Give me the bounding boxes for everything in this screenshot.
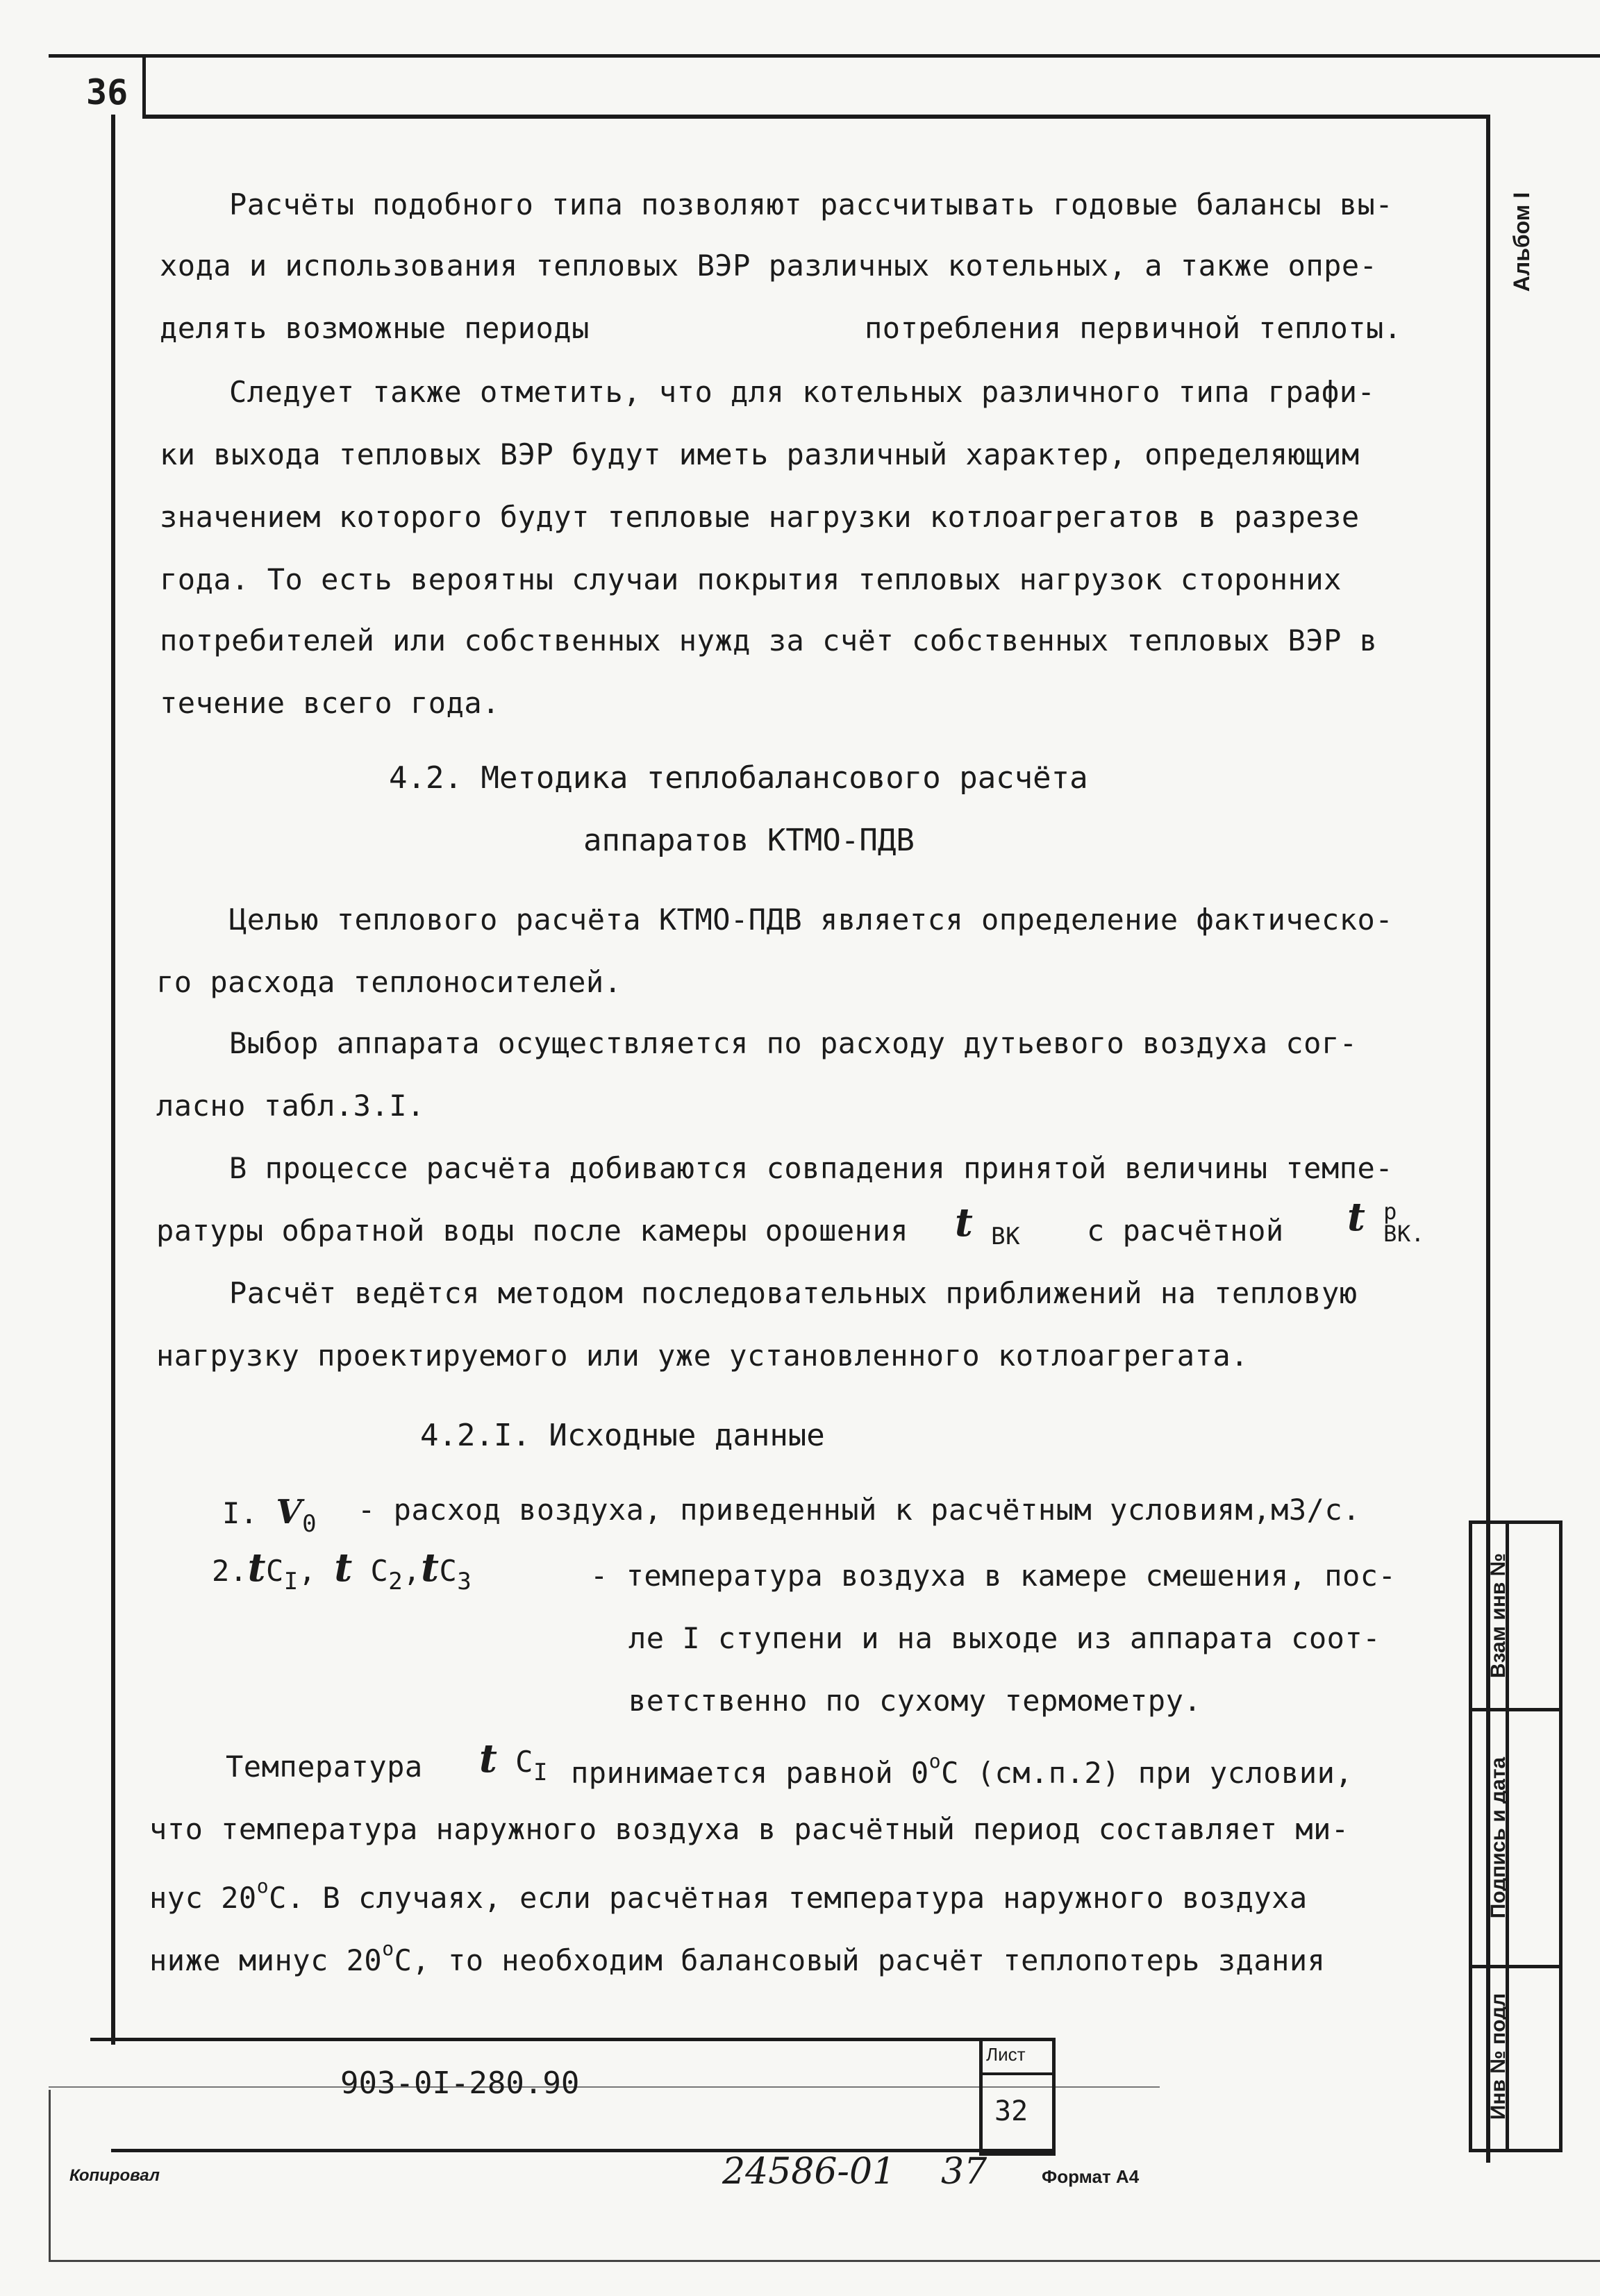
title-block-top (90, 2038, 1052, 2041)
paragraph-line: ки выхода тепловых ВЭР будут иметь различный характер, определяющим (160, 437, 1360, 471)
formula-t-bk-p: t р ВК. (1347, 1194, 1425, 1247)
temp-start: Температура (226, 1750, 423, 1784)
paragraph-line: года. То есть вероятны случаи покрытия тепловых нагрузок сторонних (160, 562, 1342, 596)
item1-text: - расход воздуха, приведенный к расчётным условиям,м3/с. (358, 1493, 1361, 1527)
frame-top (142, 115, 1490, 119)
paragraph-line: потребления первичной теплоты. (865, 311, 1402, 345)
temp-line: ниже минус 20$^o$С, то необходим балансовый расчёт теплопотерь здания (149, 1937, 1326, 1977)
document-code: 903-0I-280.90 (340, 2065, 580, 2101)
side-stamp (1469, 1520, 1562, 2152)
sheet-page-number: 37 (941, 2151, 988, 2193)
item2-line: ветственно по сухому термометру. (628, 1684, 1202, 1718)
paragraph-line: течение всего года. (160, 686, 500, 720)
body-line: го расхода теплоносителей. (156, 965, 622, 999)
sheet-cell-divider (979, 2072, 1056, 2075)
subsection-heading: 4.2.I. Исходные данные (420, 1418, 825, 1453)
section-heading-line2: аппаратов КТМО-ПДВ (583, 823, 915, 858)
title-block-bottom (111, 2149, 1052, 2152)
order-number: 24586-01 (722, 2151, 896, 2193)
paragraph-line: делять возможные периоды (160, 311, 590, 345)
bottom-left-rule (49, 2090, 51, 2260)
temp-line: что температура наружного воздуха в расчётный период составляет ми- (149, 1812, 1349, 1846)
body-line: В процессе расчёта добиваются совпадения принятой величины темпе- (229, 1151, 1394, 1185)
item2-line: ле I ступени и на выходе из аппарата соот- (628, 1621, 1381, 1655)
paragraph-line: Расчёты подобного типа позволяют рассчитывать годовые балансы вы- (229, 187, 1394, 221)
album-label: Альбом I (1509, 192, 1535, 292)
temp-rest: принимается равной 0$^o$С (см.п.2) при условии, (571, 1750, 1353, 1790)
side-stamp-row (1469, 1708, 1559, 1711)
frame-left (111, 115, 115, 2045)
copied-by-label: Копировал (69, 2166, 160, 2185)
body-line: Целью теплового расчёта КТМО-ПДВ является определение фактическо- (229, 903, 1394, 937)
body-line: нагрузку проектируемого или уже установленного котлоагрегата. (156, 1339, 1249, 1373)
body-line: ласно табл.3.I. (156, 1089, 425, 1123)
body-line: с расчётной (1087, 1214, 1284, 1248)
sheet-label: Лист (986, 2044, 1026, 2065)
side-stamp-row (1469, 1965, 1559, 1968)
body-line: ратуры обратной воды после камеры орошения (156, 1214, 909, 1248)
temp-line: нус 20$^o$С. В случаях, если расчётная температура наружного воздуха (149, 1875, 1308, 1915)
page-number-box-line (142, 54, 146, 117)
item2-line: - температура воздуха в камере смешения, пос- (590, 1559, 1397, 1593)
bottom-rule (49, 2260, 1600, 2262)
paragraph-line: значением которого будут тепловые нагрузки котлоагрегатов в разрезе (160, 500, 1360, 534)
paragraph-line: Следует также отметить, что для котельных различного типа графи- (229, 375, 1376, 409)
sheet-number: 32 (994, 2095, 1028, 2127)
item1: I. $V_0$ (222, 1493, 317, 1538)
body-line: Выбор аппарата осуществляется по расходу дутьевого воздуха сог- (229, 1026, 1358, 1060)
inv-podl-label: Инв № подл (1487, 1993, 1510, 2120)
signature-date-label: Подпись и дата (1487, 1757, 1510, 1919)
formula-t-c1: t $C_I$ (479, 1736, 548, 1786)
section-heading: 4.2. Методика теплобалансового расчёта (389, 760, 1088, 796)
paragraph-line: потребителей или собственных нужд за счёт собственных тепловых ВЭР в (160, 623, 1378, 657)
body-line: Расчёт ведётся методом последовательных приближений на тепловую (229, 1276, 1358, 1310)
formula-t-bk: t $_{ВК}$ (955, 1200, 1021, 1250)
paragraph-line: хода и использования тепловых ВЭР различных котельных, а также опре- (160, 249, 1378, 283)
format-label: Формат А4 (1042, 2166, 1140, 2187)
page-number: 36 (86, 72, 128, 112)
item2-symbols: $2.tC_I$, t $C_2,tC_3$ (212, 1545, 472, 1595)
vzam-label: Взам инв № (1487, 1552, 1510, 1679)
top-border (49, 54, 1600, 58)
